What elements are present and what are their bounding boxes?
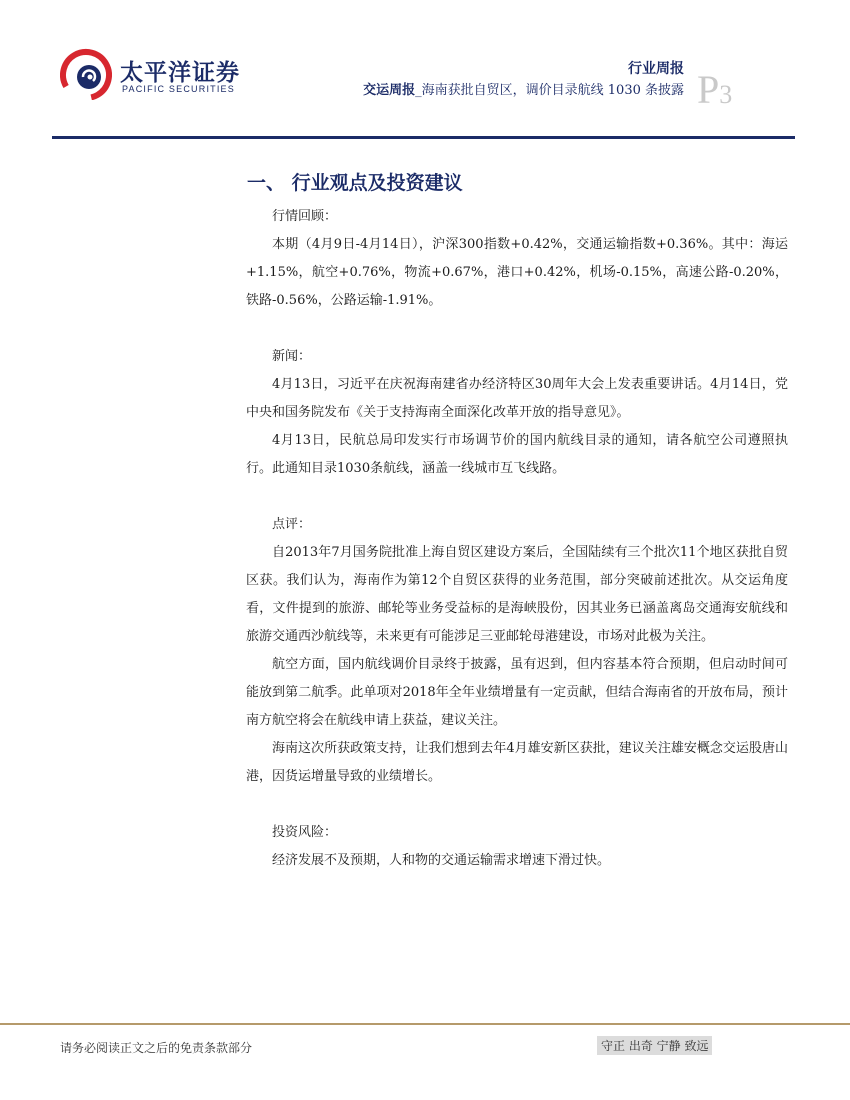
footer-divider: [0, 1023, 850, 1025]
page-number-prefix: P: [697, 67, 720, 112]
paragraph-risk: 经济发展不及预期，人和物的交通运输需求增速下滑过快。: [272, 853, 611, 868]
paragraph-comment-aviation: 航空方面，国内航线调价目录终于披露，虽有迟到，但内容基本符合预期，但启动时间可能放到第二航季。此单项对2018年全年业绩增量有一定贡献，但结合海南省的开放布局，预计南方航空将会在航线申请上获益，建议关注。: [246, 657, 788, 728]
pacific-securities-logo-icon: [60, 48, 112, 100]
footer-motto: 守正 出奇 宁静 致远: [597, 1036, 712, 1055]
footer-disclaimer: 请务必阅读正文之后的免责条款部分: [60, 1041, 253, 1055]
spacer: [246, 791, 788, 819]
page-number: [697, 67, 733, 112]
report-title-rest: _海南获批自贸区，调价目录航线 1030 条披露: [415, 83, 684, 98]
header-divider: [52, 136, 795, 139]
logo-chinese-name: 太平洋证券: [120, 60, 240, 86]
paragraph-market-review: 本期（4月9日-4月14日），沪深300指数+0.42%，交通运输指数+0.36%。其中：海运+1.15%，航空+0.76%，物流+0.67%，港口+0.42%，机场-0.15%，高速公路-0.20%，铁路-0.56%，公路运输-1.91%。: [246, 237, 788, 308]
spacer: [246, 483, 788, 511]
page-number-value: 3: [719, 80, 733, 109]
company-logo: [60, 48, 240, 104]
paragraph-comment-ftz: 自2013年7月国务院批准上海自贸区建设方案后，全国陆续有三个批次11个地区获批自贸区获。我们认为，海南作为第12个自贸区获得的业务范围，部分突破前述批次。从交运角度看，文件提到的旅游、邮轮等业务受益标的是海峡股份，因其业务已涵盖离岛交通海安航线和旅游交通西沙航线等，未来更有可能涉足三亚邮轮母港建设，市场对此极为关注。: [246, 545, 788, 644]
paragraph-comment-xiongan: 海南这次所获政策支持，让我们想到去年4月雄安新区获批，建议关注雄安概念交运股唐山港，因货运增量导致的业绩增长。: [246, 741, 788, 784]
label-risk: 投资风险：: [272, 825, 338, 840]
report-title-bold: 交运周报: [363, 83, 416, 98]
report-title: [363, 79, 684, 98]
paragraph-news-hainan: 4月13日，习近平在庆祝海南建省办经济特区30周年大会上发表重要讲话。4月14日，党中央和国务院发布《关于支持海南全面深化改革开放的指导意见》。: [246, 377, 788, 420]
paragraph-news-routes: 4月13日，民航总局印发实行市场调节价的国内航线目录的通知，请各航空公司遵照执行。此通知目录1030条航线，涵盖一线城市互飞线路。: [246, 433, 788, 476]
section-heading: 一、 行业观点及投资建议: [247, 172, 463, 194]
label-comment: 点评：: [272, 517, 312, 532]
label-market-review: 行情回顾：: [272, 209, 338, 224]
logo-english-name: PACIFIC SECURITIES: [122, 84, 235, 94]
label-news: 新闻：: [272, 349, 312, 364]
spacer: [246, 315, 788, 343]
report-type: 行业周报: [628, 61, 684, 77]
body-content: [246, 203, 788, 875]
